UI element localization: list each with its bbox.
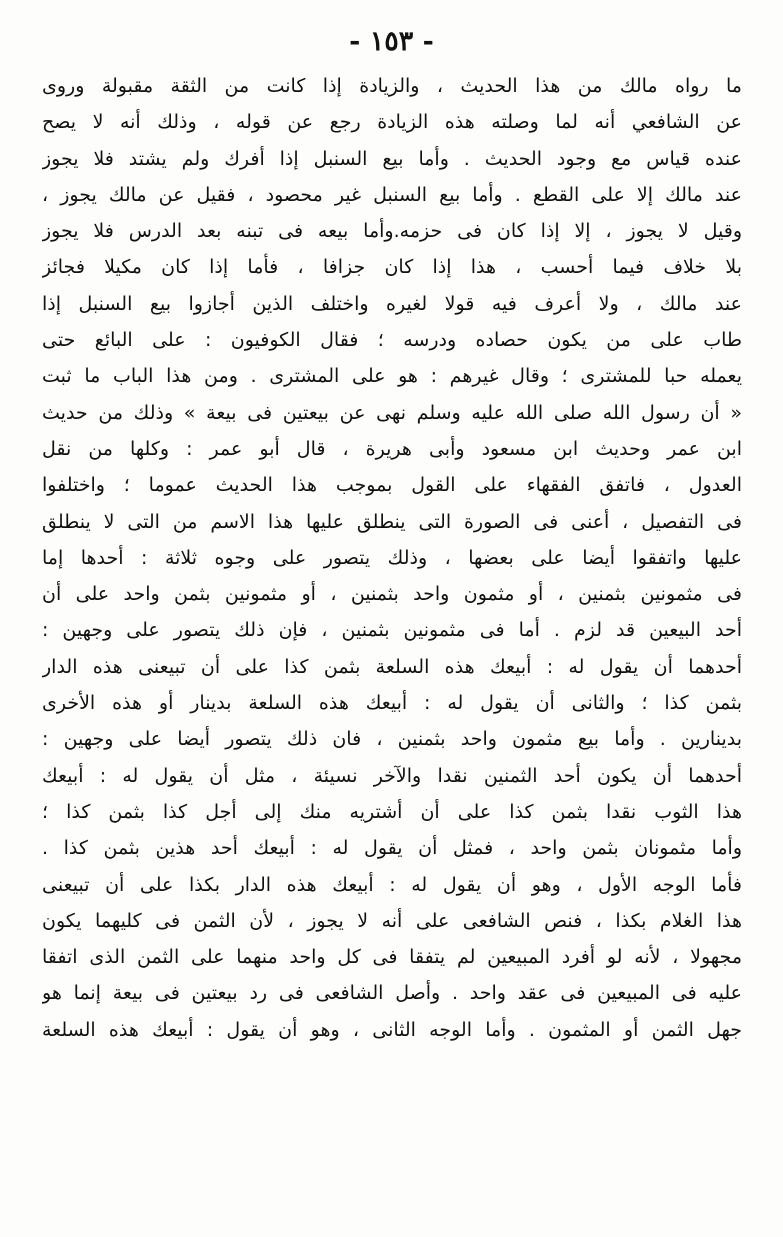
body-text xyxy=(42,68,742,1048)
text-line: وأما مثمونان بثمن واحد ، فمثل أن يقول له : أبيعك أحد هذين بثمن كذا . xyxy=(42,837,742,860)
text-line: عند مالك ، ولا أعرف فيه قولا لغيره واختلف الذين أجازوا بيع السنبل إذا xyxy=(42,292,742,315)
text-line: العدول ، فاتفق الفقهاء على القول بموجب هذا الحديث عموما ؛ واختلفوا xyxy=(42,474,742,497)
text-line: مجهولا ، لأنه لو أفرد المبيعين لم يتفقا فى كل واحد منهما على الثمن الذى اتفقا xyxy=(42,946,742,969)
text-line: بلا خلاف فيما أحسب ، هذا إذا كان جزافا ، فأما إذا كان مكيلا فجائز xyxy=(42,256,742,279)
text-line: بدينارين . وأما بيع مثمون واحد بثمنين ، فان ذلك يتصور أيضا على وجهين : xyxy=(42,728,742,751)
text-line: فى التفصيل ، أعنى فى الصورة التى ينطلق عليها هذا الاسم من التى لا ينطلق xyxy=(42,510,742,533)
text-line: أحدهما أن يقول له : أبيعك هذه السلعة بثمن كذا على أن تبيعنى هذه الدار xyxy=(42,655,742,678)
text-line: فأما الوجه الأول ، وهو أن يقول له : أبيعك هذه الدار بكذا على أن تبيعنى xyxy=(42,873,742,896)
text-line: « أن رسول الله صلى الله عليه وسلم نهى عن بيعتين فى بيعة » وذلك من حديث xyxy=(42,401,742,424)
text-line: ابن عمر وحديث ابن مسعود وأبى هريرة ، قال أبو عمر : وكلها من نقل xyxy=(42,437,742,460)
text-line: عن الشافعي أنه لما وصلته هذه الزيادة رجع عن قوله ، وذلك أنه لا يصح xyxy=(42,111,742,134)
text-line: أحدهما أن يكون أحد الثمنين نقدا والآخر نسيئة ، مثل أن يقول له : أبيعك xyxy=(42,764,742,787)
text-line: عنده قياس مع وجود الحديث . وأما بيع السنبل إذا أفرك ولم يشتد فلا يجوز xyxy=(42,147,742,170)
text-line: عند مالك إلا على القطع . وأما بيع السنبل غير محصود ، فقيل عن مالك يجوز ، xyxy=(42,183,742,206)
text-line: بثمن كذا ؛ والثانى أن يقول له : أبيعك هذه السلعة بدينار أو هذه الأخرى xyxy=(42,692,742,715)
text-line: جهل الثمن أو المثمون . وأما الوجه الثانى ، وهو أن يقول : أبيعك هذه السلعة xyxy=(42,1018,742,1041)
text-line: أحد البيعين قد لزم . أما فى مثمونين بثمنين ، فإن ذلك يتصور على وجهين : xyxy=(42,619,742,642)
text-line: عليها واتفقوا أيضا على بعضها ، وذلك يتصور على وجوه ثلاثة : أحدها إما xyxy=(42,546,742,569)
text-line: هذا الغلام بكذا ، فنص الشافعى على أنه لا يجوز ، لأن الثمن فى كليهما يكون xyxy=(42,909,742,932)
text-line: يعمله حبا للمشترى ؛ وقال غيرهم : هو على المشترى . ومن هذا الباب ما ثبت xyxy=(42,365,742,388)
page-number: - ١٥٣ - xyxy=(349,26,434,57)
text-line: عليه فى المبيعين فى عقد واحد . وأصل الشافعى فى رد بيعتين فى بيعة إنما هو xyxy=(42,982,742,1005)
text-line: ما رواه مالك من هذا الحديث ، والزيادة إذا كانت من الثقة مقبولة وروى xyxy=(42,75,742,97)
text-line: وقيل لا يجوز ، إلا إذا كان فى حزمه.وأما بيعه فى تبنه بعد الدرس فلا يجوز xyxy=(42,220,742,243)
text-line: فى مثمونين بثمنين ، أو مثمون واحد بثمنين ، أو مثمونين بثمن واحد على أن xyxy=(42,583,742,606)
text-line: هذا الثوب نقدا بثمن كذا على أن أشتريه منك إلى أجل كذا بثمن كذا ؛ xyxy=(42,800,742,823)
text-line: طاب على من يكون حصاده ودرسه ؛ فقال الكوفيون : على البائع حتى xyxy=(42,329,742,352)
